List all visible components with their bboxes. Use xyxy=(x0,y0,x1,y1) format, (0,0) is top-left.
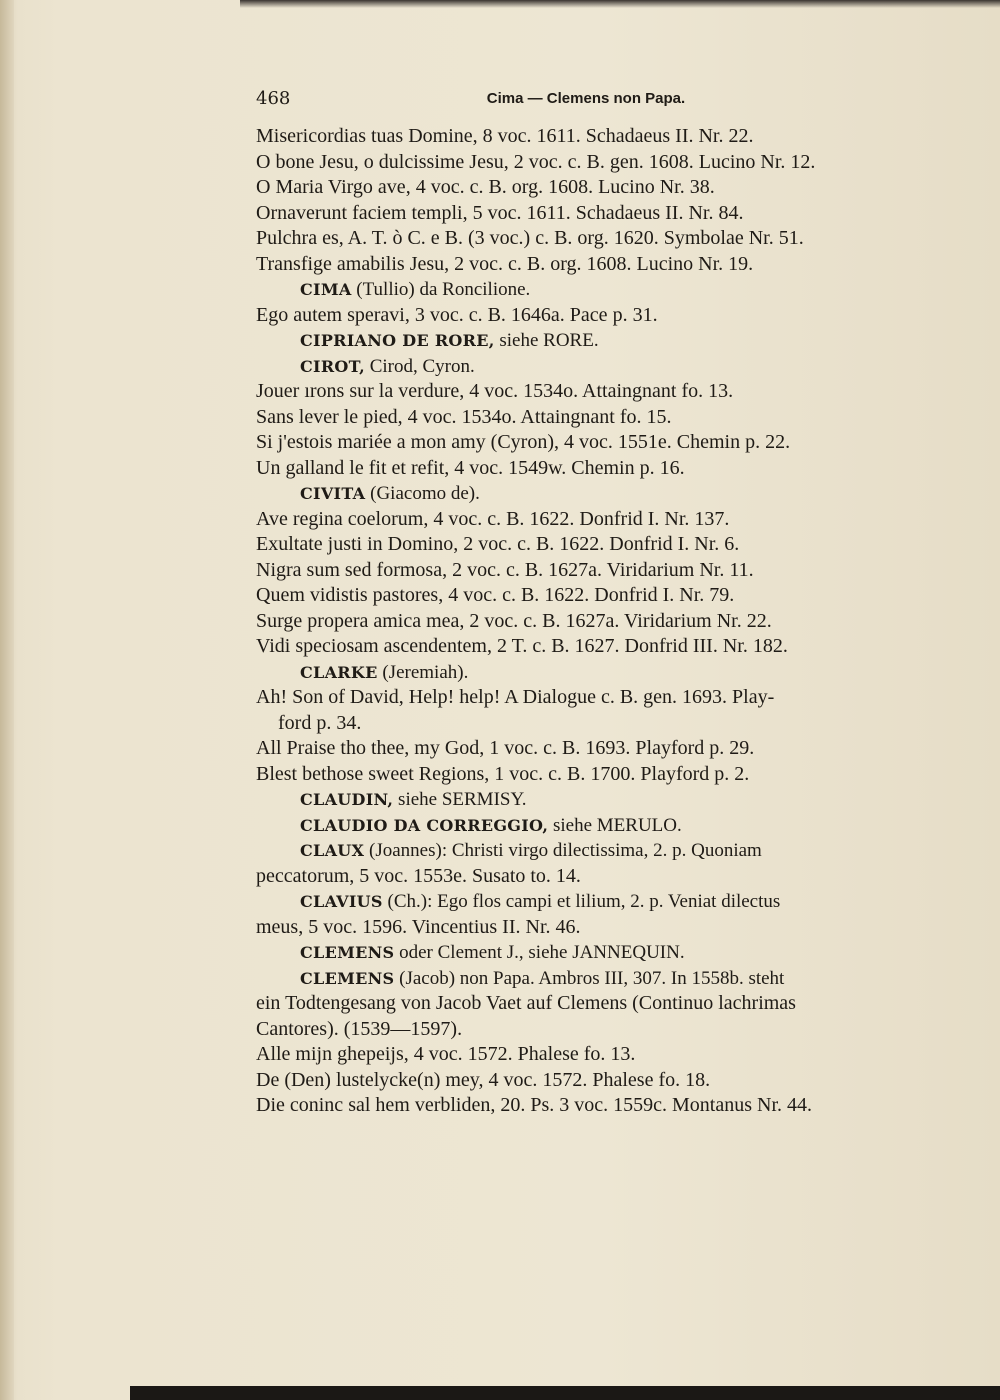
entry-line: Si j'estois mariée a mon amy (Cyron), 4 voc. 1551e. Chemin p. 22. xyxy=(256,431,791,453)
entry-line: Misericordias tuas Domine, 8 voc. 1611. Schadaeus II. Nr. 22. xyxy=(256,125,754,147)
entry-line: Die coninc sal hem verbliden, 20. Ps. 3 voc. 1559c. Montanus Nr. 44. xyxy=(256,1094,813,1116)
top-edge-shadow xyxy=(240,0,1000,8)
composer-name: CLAUX xyxy=(300,841,365,860)
bottom-edge-bar xyxy=(130,1386,1000,1400)
composer-detail: (Jeremiah). xyxy=(382,661,469,683)
composer-heading xyxy=(256,328,918,354)
composer-name: CLAUDIN, xyxy=(300,790,394,809)
composer-name: CIMA xyxy=(300,280,352,299)
entry-line: Sans lever le pied, 4 voc. 1534o. Attaingnant fo. 15. xyxy=(256,405,672,428)
composer-name: CIVITA xyxy=(300,484,366,503)
composer-detail: (Joannes): Christi virgo dilectissima, 2. p. Quoniam xyxy=(369,840,762,861)
composer-detail: siehe RORE. xyxy=(499,330,599,351)
entry-line: Nigra sum sed formosa, 2 voc. c. B. 1627a. Viridarium Nr. 11. xyxy=(256,558,754,581)
book-spine-shadow xyxy=(0,0,14,1400)
entry-line: Ave regina coelorum, 4 voc. c. B. 1622. Donfrid I. Nr. 137. xyxy=(256,507,730,530)
entry-line: O bone Jesu, o dulcissime Jesu, 2 voc. c. B. gen. 1608. Lucino Nr. 12. xyxy=(256,150,816,173)
entry-line: All Praise tho thee, my God, 1 voc. c. B. 1693. Playford p. 29. xyxy=(256,737,755,759)
composer-detail: (Jacob) non Papa. Ambros III, 307. In 1558b. steht xyxy=(399,967,785,989)
entry-line: Pulchra es, A. T. ò C. e B. (3 voc.) c. B. org. 1620. Symbolae Nr. 51. xyxy=(256,227,804,249)
page-body xyxy=(256,124,918,1119)
entry-line: Ornaverunt faciem templi, 5 voc. 1611. Schadaeus II. Nr. 84. xyxy=(256,201,744,224)
entry-line: Alle mijn ghepeijs, 4 voc. 1572. Phalese fo. 13. xyxy=(256,1043,636,1065)
entry-line: Surge propera amica mea, 2 voc. c. B. 1627a. Viridarium Nr. 22. xyxy=(256,609,772,632)
composer-name: CLAUDIO DA CORREGGIO, xyxy=(300,815,549,835)
entry-line: Ego autem speravi, 3 voc. c. B. 1646a. Pace p. 31. xyxy=(256,303,658,326)
composer-heading xyxy=(256,966,918,992)
composer-detail: (Giacomo de). xyxy=(370,483,480,504)
composer-name: CLARKE xyxy=(300,662,378,682)
composer-name: CIPRIANO DE RORE, xyxy=(300,331,495,350)
entry-line-continuation: ein Todtengesang von Jacob Vaet auf Clemens (Continuo lachrimas xyxy=(256,992,796,1014)
composer-heading xyxy=(256,813,918,839)
composer-heading xyxy=(256,838,918,864)
composer-heading xyxy=(256,481,918,507)
entry-line: O Maria Virgo ave, 4 voc. c. B. org. 1608. Lucino Nr. 38. xyxy=(256,176,715,198)
composer-name: CLAVIUS xyxy=(300,892,383,911)
entry-line: Blest bethose sweet Regions, 1 voc. c. B. 1700. Playford p. 2. xyxy=(256,762,750,785)
entry-line-continuation: Cantores). (1539—1597). xyxy=(256,1017,463,1040)
composer-detail: siehe MERULO. xyxy=(552,814,682,836)
entry-line: De (Den) lustelycke(n) mey, 4 voc. 1572. Phalese fo. 18. xyxy=(256,1068,711,1091)
composer-heading xyxy=(256,787,918,813)
page-number: 468 xyxy=(256,88,291,109)
composer-heading xyxy=(256,889,918,915)
entry-line: Jouer ırons sur la verdure, 4 voc. 1534o. Attaingnant fo. 13. xyxy=(256,380,734,402)
composer-name: CLEMENS xyxy=(300,968,395,988)
composer-detail: siehe SERMISY. xyxy=(398,789,527,810)
running-title: Cima — Clemens non Papa. xyxy=(486,90,686,107)
entry-line: Un galland le fit et refit, 4 voc. 1549w. Chemin p. 16. xyxy=(256,456,685,479)
composer-detail: oder Clement J., siehe JANNEQUIN. xyxy=(399,942,685,963)
composer-detail: (Tullio) da Roncilione. xyxy=(356,279,531,300)
entry-line-continuation: ford p. 34. xyxy=(278,711,362,734)
composer-heading xyxy=(256,660,918,686)
entry-line-continuation: meus, 5 voc. 1596. Vincentius II. Nr. 46. xyxy=(256,915,581,938)
composer-heading xyxy=(256,940,918,966)
composer-heading xyxy=(256,354,918,380)
entry-line: Exultate justi in Domino, 2 voc. c. B. 1622. Donfrid I. Nr. 6. xyxy=(256,533,740,555)
entry-line: Ah! Son of David, Help! help! A Dialogue c. B. gen. 1693. Play- xyxy=(256,686,775,708)
entry-line: Transfige amabilis Jesu, 2 voc. c. B. org. 1608. Lucino Nr. 19. xyxy=(256,252,754,275)
entry-line: Vidi speciosam ascendentem, 2 T. c. B. 1627. Donfrid III. Nr. 182. xyxy=(256,635,788,657)
composer-heading xyxy=(256,277,918,303)
composer-name: CIROT, xyxy=(300,356,365,376)
composer-detail: Cirod, Cyron. xyxy=(369,355,475,377)
page-header xyxy=(256,88,916,114)
composer-name: CLEMENS xyxy=(300,943,395,962)
composer-detail: (Ch.): Ego flos campi et lilium, 2. p. Veniat dilectus xyxy=(387,891,781,912)
entry-line-continuation: peccatorum, 5 voc. 1553e. Susato to. 14. xyxy=(256,864,581,887)
entry-line: Quem vidistis pastores, 4 voc. c. B. 1622. Donfrid I. Nr. 79. xyxy=(256,584,735,606)
